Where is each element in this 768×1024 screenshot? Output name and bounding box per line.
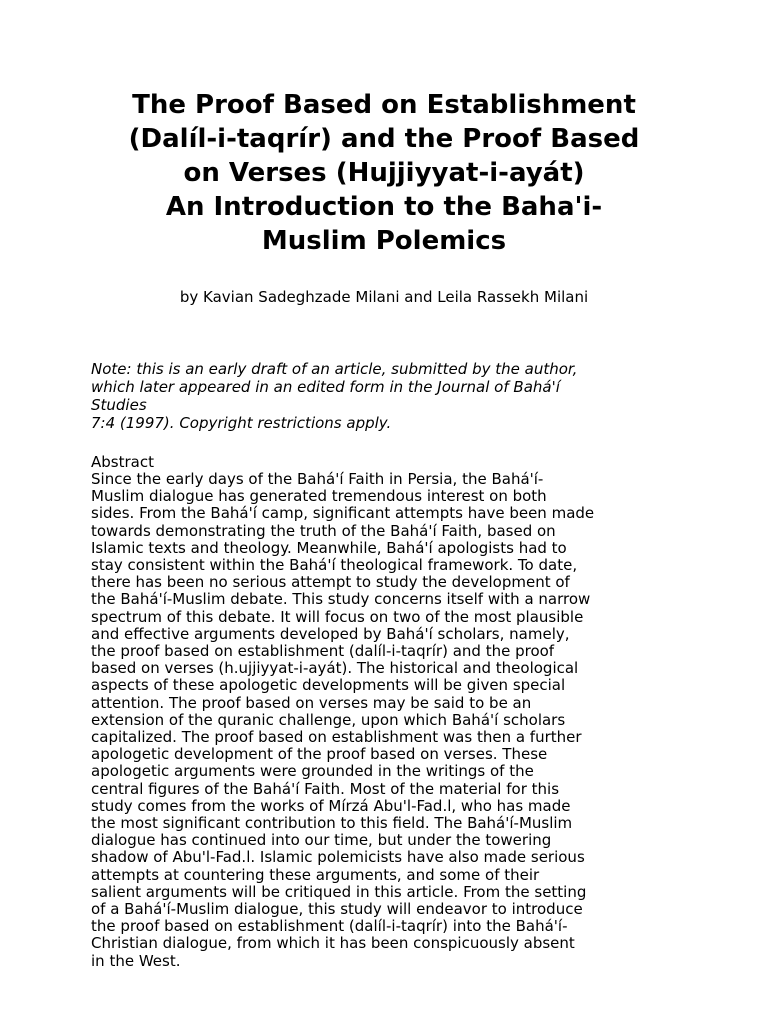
abstract-line: study comes from the works of Mírzá Abu'l-Fad.l, who has made bbox=[91, 796, 571, 815]
abstract-line: in the West. bbox=[91, 951, 181, 970]
title-line: An Introduction to the Baha'i- bbox=[165, 192, 603, 222]
abstract-line: apologetic development of the proof based on verses. These bbox=[91, 745, 548, 764]
abstract-line: based on verses (h.ujjiyyat-i-ayát). The historical and theological bbox=[91, 659, 579, 678]
abstract-line: spectrum of this debate. It will focus on two of the most plausible bbox=[91, 607, 584, 626]
abstract-line: shadow of Abu'l-Fad.l. Islamic polemicists have also made serious bbox=[91, 848, 585, 867]
abstract-line: the proof based on establishment (dalíl-i-taqrír) into the Bahá'í- bbox=[91, 917, 568, 936]
abstract-line: Christian dialogue, from which it has been conspicuously absent bbox=[91, 934, 575, 953]
note-line: Note: this is an early draft of an article, submitted by the author, bbox=[91, 360, 578, 378]
abstract-heading: Abstract bbox=[91, 453, 154, 471]
document-title bbox=[40, 88, 728, 258]
abstract-line: capitalized. The proof based on establishment was then a further bbox=[91, 728, 582, 747]
note-line: 7:4 (1997). Copyright restrictions apply. bbox=[91, 414, 392, 432]
abstract-line: sides. From the Bahá'í camp, significant attempts have been made bbox=[91, 504, 595, 523]
abstract-line: attempts at countering these arguments, and some of their bbox=[91, 865, 540, 884]
abstract-line: aspects of these apologetic developments will be given special bbox=[91, 676, 566, 695]
draft-note bbox=[91, 360, 691, 432]
abstract-line: attention. The proof based on verses may be said to be an bbox=[91, 693, 532, 712]
note-line: which later appeared in an edited form in the Journal of Bahá'í bbox=[91, 378, 560, 396]
abstract-body bbox=[91, 471, 711, 970]
title-line: The Proof Based on Establishment bbox=[132, 90, 636, 120]
abstract-line: stay consistent within the Bahá'í theological framework. To date, bbox=[91, 556, 578, 575]
abstract-line: Islamic texts and theology. Meanwhile, Bahá'í apologists had to bbox=[91, 538, 567, 557]
abstract-line: dialogue has continued into our time, but under the towering bbox=[91, 831, 552, 850]
abstract-line: the Bahá'í-Muslim debate. This study concerns itself with a narrow bbox=[91, 590, 591, 609]
title-line: on Verses (Hujjiyyat-i-ayát) bbox=[183, 158, 585, 188]
abstract-line: there has been no serious attempt to study the development of bbox=[91, 573, 570, 592]
abstract-line: apologetic arguments were grounded in the writings of the bbox=[91, 762, 534, 781]
abstract-line: salient arguments will be critiqued in this article. From the setting bbox=[91, 882, 587, 901]
abstract-line: the most significant contribution to this field. The Bahá'í-Muslim bbox=[91, 814, 573, 833]
title-line: (Dalíl-i-taqrír) and the Proof Based bbox=[128, 124, 640, 154]
abstract-line: and effective arguments developed by Bahá'í scholars, namely, bbox=[91, 624, 570, 643]
abstract-line: extension of the quranic challenge, upon which Bahá'í scholars bbox=[91, 710, 566, 729]
title-line: Muslim Polemics bbox=[261, 226, 507, 256]
abstract-line: Muslim dialogue has generated tremendous interest on both bbox=[91, 487, 547, 506]
note-line: Studies bbox=[91, 396, 147, 414]
abstract-line: of a Bahá'í-Muslim dialogue, this study will endeavor to introduce bbox=[91, 900, 583, 919]
abstract-line: the proof based on establishment (dalíl-i-taqrír) and the proof bbox=[91, 642, 555, 661]
abstract-line: Since the early days of the Bahá'í Faith in Persia, the Bahá'í- bbox=[91, 470, 544, 488]
abstract-line: central figures of the Bahá'í Faith. Most of the material for this bbox=[91, 779, 560, 798]
author-byline: by Kavian Sadeghzade Milani and Leila Rassekh Milani bbox=[179, 288, 589, 306]
abstract-line: towards demonstrating the truth of the Bahá'í Faith, based on bbox=[91, 521, 556, 540]
